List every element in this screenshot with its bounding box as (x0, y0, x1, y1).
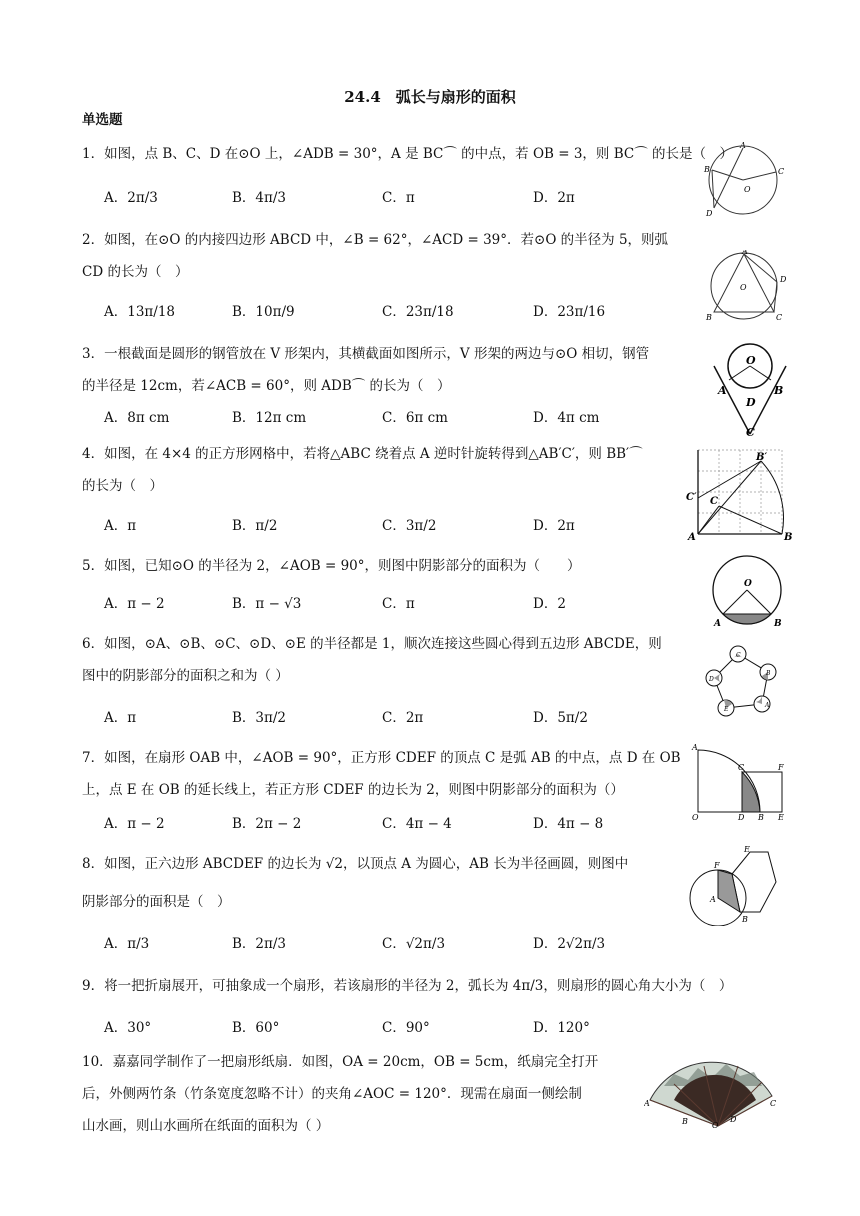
figure-q7-label-b: B (758, 813, 764, 822)
question-1-line-1: 1．如图，点 B、C、D 在⊙O 上，∠ADB = 30°，A 是 BC⌒ 的中点，若 OB = 3，则 BC⌒ 的长是（ ） (82, 146, 734, 162)
figure-q7-label-c: C (738, 763, 745, 772)
figure-q4-label-b: B (784, 532, 793, 542)
question-5-option-d: D．2 (533, 596, 566, 612)
figure-q8-label-f: F (714, 861, 720, 870)
figure-q6-label-a: A (765, 702, 770, 709)
question-10-line-2: 后，外侧两竹条（竹条宽度忽略不计）的夹角∠AOC = 120°．现需在扇面一侧绘制 (82, 1086, 582, 1102)
question-6-option-c: C．2π (382, 710, 424, 726)
figure-q5-label-a: A (714, 619, 721, 629)
figure-q4-label-c: C (710, 496, 718, 507)
question-8-option-a: A．π/3 (104, 936, 150, 952)
figure-q7-sector (688, 742, 788, 822)
figure-q10-folding-fan (644, 1044, 780, 1128)
figure-q8-label-b: B (742, 915, 748, 924)
question-6-option-a: A．π (104, 710, 137, 726)
question-2-option-b: B．10π/9 (232, 304, 295, 320)
question-2-option-d: D．23π/16 (533, 304, 606, 320)
figure-q7-label-f: F (778, 763, 784, 772)
question-3-option-b: B．12π cm (232, 410, 307, 426)
figure-q1-circle (700, 142, 786, 220)
question-5-option-b: B．π − √3 (232, 596, 302, 612)
figure-q3-label-o: O (746, 354, 756, 367)
question-8-line-2: 阴影部分的面积是（ ） (82, 894, 231, 910)
question-10-line-3: 山水画，则山水画所在纸面的面积为（ ） (82, 1118, 330, 1134)
figure-q3-label-a: A (718, 384, 727, 397)
question-1-option-b: B．4π/3 (232, 190, 287, 206)
question-7-option-c: C．4π − 4 (382, 816, 452, 832)
figure-q7-label-e: E (778, 813, 784, 822)
figure-q5-circle (706, 554, 792, 630)
question-8-option-b: B．2π/3 (232, 936, 287, 952)
figure-q2-label-a: A (742, 250, 748, 256)
figure-q10-label-c: C (770, 1099, 777, 1108)
question-1-option-c: C．π (382, 190, 415, 206)
figure-q6-label-c: C (736, 652, 741, 659)
question-4-line-2: 的长为（ ） (82, 478, 163, 494)
question-3-option-a: A．8π cm (104, 410, 170, 426)
figure-q4-label-a: A (688, 532, 696, 542)
figure-q1-label-d: D (706, 209, 713, 218)
figure-q3-label-d: D (746, 396, 756, 409)
figure-q8-label-e: E (744, 845, 750, 854)
question-7-option-a: A．π − 2 (104, 816, 165, 832)
question-7-option-b: B．2π − 2 (232, 816, 302, 832)
figure-q10-label-o: O (712, 1121, 719, 1128)
figure-q2-label-d: D (780, 275, 787, 284)
figure-q1-label-c: C (778, 167, 785, 176)
question-2-option-a: A．13π/18 (104, 304, 176, 320)
question-6-option-d: D．5π/2 (533, 710, 588, 726)
question-8-option-d: D．2√2π/3 (533, 936, 606, 952)
question-5-option-c: C．π (382, 596, 415, 612)
question-4-option-c: C．3π/2 (382, 518, 437, 534)
figure-q1-label-a: A (740, 142, 746, 150)
figure-q4-label-b-prime: B′ (756, 452, 768, 463)
figure-q2-label-o: O (740, 283, 747, 292)
question-5-line-1: 5．如图，已知⊙O 的半径为 2，∠AOB = 90°，则图中阴影部分的面积为（ ） (82, 558, 581, 574)
figure-q5-label-o: O (744, 579, 752, 589)
question-3-option-c: C．6π cm (382, 410, 448, 426)
figure-q7-label-o: O (692, 813, 699, 822)
figure-q8-label-a: A (710, 895, 716, 904)
question-4-option-d: D．2π (533, 518, 575, 534)
question-3-line-2: 的半径是 12cm，若∠ACB = 60°，则 ADB⌒ 的长为（ ） (82, 378, 451, 394)
figure-q6-label-d: D (709, 676, 714, 683)
section-heading: 单选题 (82, 112, 123, 128)
question-9-option-d: D．120° (533, 1020, 590, 1036)
question-2-line-2: CD 的长为（ ） (82, 264, 189, 280)
question-8-line-1: 8．如图，正六边形 ABCDEF 的边长为 √2，以顶点 A 为圆心，AB 长为半径画圆，则图中 (82, 856, 629, 872)
question-4-option-a: A．π (104, 518, 137, 534)
question-9-option-c: C．90° (382, 1020, 430, 1036)
page-title: 24.4 弧长与扇形的面积 (344, 88, 516, 106)
question-1-option-d: D．2π (533, 190, 575, 206)
question-6-line-2: 图中的阴影部分的面积之和为（ ） (82, 668, 289, 684)
question-7-line-1: 7．如图，在扇形 OAB 中，∠AOB = 90°，正方形 CDEF 的顶点 C 是弧 AB 的中点，点 D 在 OB (82, 750, 681, 766)
question-8-option-c: C．√2π/3 (382, 936, 446, 952)
figure-q2-label-c: C (776, 313, 783, 322)
question-6-line-1: 6．如图，⊙A、⊙B、⊙C、⊙D、⊙E 的半径都是 1，顺次连接这些圆心得到五边形 ABCDE，则 (82, 636, 662, 652)
question-1-option-a: A．2π/3 (104, 190, 158, 206)
figure-q8-hexagon (686, 842, 786, 926)
question-2-option-c: C．23π/18 (382, 304, 454, 320)
figure-q6-label-b: B (766, 670, 771, 677)
question-9-line-1: 9．将一把折扇展开，可抽象成一个扇形，若该扇形的半径为 2，弧长为 4π/3，则扇形的圆心角大小为（ ） (82, 978, 733, 994)
figure-q10-label-b: B (682, 1117, 688, 1126)
figure-q7-label-d: D (738, 813, 745, 822)
question-7-line-2: 上，点 E 在 OB 的延长线上，若正方形 CDEF 的边长为 2，则图中阴影部分的面积为（） (82, 782, 624, 798)
question-9-option-a: A．30° (104, 1020, 152, 1036)
question-3-option-d: D．4π cm (533, 410, 600, 426)
question-10-line-1: 10．嘉嘉同学制作了一把扇形纸扇．如图，OA = 20cm，OB = 5cm，纸扇完全打开 (82, 1054, 599, 1070)
figure-q6-label-e: E (724, 706, 729, 713)
figure-q3-label-c: C (746, 426, 755, 438)
question-5-option-a: A．π − 2 (104, 596, 165, 612)
figure-q2-label-b: B (706, 313, 712, 322)
figure-q2-circle (702, 250, 792, 322)
question-4-option-b: B．π/2 (232, 518, 278, 534)
question-7-option-d: D．4π − 8 (533, 816, 604, 832)
figure-q1-label-b: B (704, 165, 710, 174)
figure-q7-label-a: A (692, 743, 698, 752)
question-6-option-b: B．3π/2 (232, 710, 287, 726)
question-2-line-1: 2．如图，在⊙O 的内接四边形 ABCD 中，∠B = 62°，∠ACD = 39°．若⊙O 的半径为 5，则弧 (82, 232, 669, 248)
question-4-line-1: 4．如图，在 4×4 的正方形网格中，若将△ABC 绕着点 A 逆时针旋转得到△AB′C′，则 BB′⌒ (82, 446, 643, 462)
figure-q10-label-d: D (730, 1115, 737, 1124)
figure-q1-label-o: O (744, 185, 751, 194)
figure-q3-label-b: B (774, 384, 784, 397)
question-9-option-b: B．60° (232, 1020, 280, 1036)
figure-q4-label-c-prime: C′ (686, 492, 697, 503)
figure-q10-label-a: A (644, 1099, 650, 1108)
question-3-line-1: 3．一根截面是圆形的钢管放在 V 形架内，其横截面如图所示，V 形架的两边与⊙O 相切，钢管 (82, 346, 650, 362)
figure-q5-label-b: B (774, 619, 782, 629)
figure-q3-v-frame (704, 342, 798, 438)
figure-q6-pentagon (700, 644, 786, 720)
figure-q4-grid (684, 446, 796, 542)
